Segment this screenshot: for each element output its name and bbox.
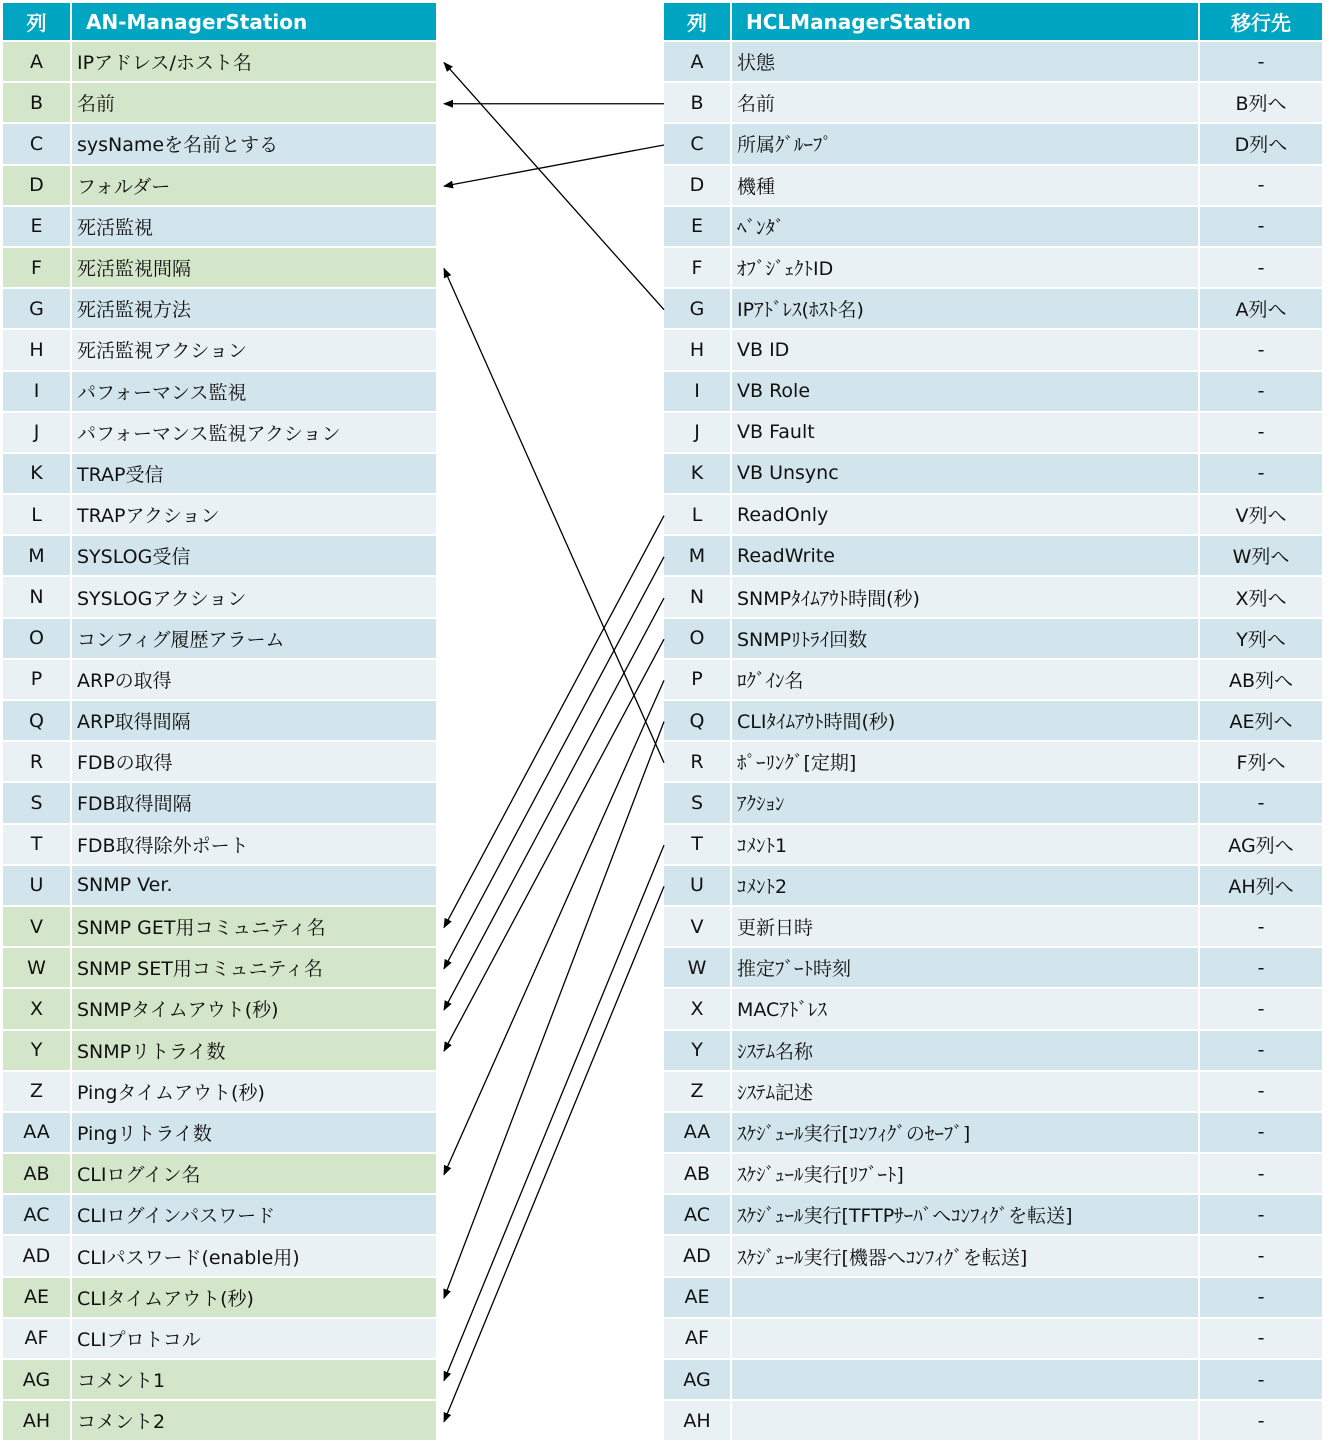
right-table-row: [664, 1319, 1324, 1360]
right-row-name: ｽｹｼﾞｭｰﾙ実行[ｺﾝﾌｨｸﾞのｾｰﾌﾞ]: [732, 1113, 1200, 1154]
right-table-row: [664, 1278, 1324, 1319]
right-table-row: [664, 701, 1324, 742]
left-row-name: sysNameを名前とする: [72, 124, 438, 165]
right-row-dest: -: [1200, 330, 1324, 371]
left-row-name: コメント1: [72, 1360, 438, 1401]
right-row-name: ReadWrite: [732, 536, 1200, 577]
left-row-name: パフォーマンス監視アクション: [72, 413, 438, 454]
right-table-row: [664, 248, 1324, 289]
right-row-col: O: [664, 619, 732, 660]
left-table-row: [3, 289, 438, 330]
left-row-col: D: [3, 166, 72, 207]
mapping-arrow-q-to-ae: [444, 722, 664, 1299]
right-row-name: ｽｹｼﾞｭｰﾙ実行[機器へｺﾝﾌｨｸﾞを転送]: [732, 1236, 1200, 1277]
right-table-row: [664, 948, 1324, 989]
left-table-row: [3, 1236, 438, 1277]
right-row-name: SNMPﾘﾄﾗｲ回数: [732, 619, 1200, 660]
right-row-col: AH: [664, 1401, 732, 1442]
right-row-name: ｽｹｼﾞｭｰﾙ実行[ﾘﾌﾞｰﾄ]: [732, 1154, 1200, 1195]
right-row-name: ﾎﾟｰﾘﾝｸﾞ[定期]: [732, 742, 1200, 783]
right-row-dest: -: [1200, 1195, 1324, 1236]
left-table-row: [3, 42, 438, 83]
right-table-row: [664, 166, 1324, 207]
right-row-dest: A列へ: [1200, 289, 1324, 330]
right-header-row: [664, 3, 1324, 42]
right-row-dest: -: [1200, 783, 1324, 824]
left-table-row: [3, 783, 438, 824]
left-row-col: X: [3, 989, 72, 1030]
right-table-row: [664, 1113, 1324, 1154]
right-row-name: [732, 1319, 1200, 1360]
left-table-row: [3, 825, 438, 866]
right-table-row: [664, 1031, 1324, 1072]
left-row-name: FDB取得除外ポート: [72, 825, 438, 866]
right-row-name: 名前: [732, 83, 1200, 124]
left-row-name: SYSLOG受信: [72, 536, 438, 577]
right-row-dest: -: [1200, 1154, 1324, 1195]
right-header-dest: 移行先: [1200, 3, 1324, 42]
right-row-name: CLIﾀｲﾑｱｳﾄ時間(秒): [732, 701, 1200, 742]
right-row-name: VB Fault: [732, 413, 1200, 454]
left-row-name: SNMP GET用コミュニティ名: [72, 907, 438, 948]
right-row-name: VB Unsync: [732, 454, 1200, 495]
left-row-name: ARP取得間隔: [72, 701, 438, 742]
left-table-row: [3, 536, 438, 577]
right-row-name: SNMPﾀｲﾑｱｳﾄ時間(秒): [732, 577, 1200, 618]
right-row-col: S: [664, 783, 732, 824]
right-table-row: [664, 124, 1324, 165]
right-row-dest: W列へ: [1200, 536, 1324, 577]
right-row-col: AB: [664, 1154, 732, 1195]
left-table-row: [3, 248, 438, 289]
right-table-row: [664, 907, 1324, 948]
left-row-name: SNMP Ver.: [72, 866, 438, 907]
right-table-row: [664, 577, 1324, 618]
right-row-dest: AB列へ: [1200, 660, 1324, 701]
right-row-dest: B列へ: [1200, 83, 1324, 124]
right-table-row: [664, 783, 1324, 824]
left-row-name: CLIパスワード(enable用): [72, 1236, 438, 1277]
left-row-name: 死活監視方法: [72, 289, 438, 330]
mapping-arrow-l-to-v: [444, 516, 664, 928]
right-table-row: [664, 1072, 1324, 1113]
mapping-arrow-n-to-x: [444, 598, 664, 1010]
left-header-name: AN-ManagerStation: [72, 3, 438, 42]
left-table-row: [3, 413, 438, 454]
left-table-row: [3, 83, 438, 124]
right-header-name: HCLManagerStation: [732, 3, 1200, 42]
right-row-col: T: [664, 825, 732, 866]
right-row-name: ｼｽﾃﾑ記述: [732, 1072, 1200, 1113]
left-row-name: CLIプロトコル: [72, 1319, 438, 1360]
right-row-dest: Y列へ: [1200, 619, 1324, 660]
left-table-row: [3, 577, 438, 618]
right-table-row: [664, 1195, 1324, 1236]
mapping-arrow-p-to-ab: [444, 680, 664, 1174]
right-row-dest: -: [1200, 1113, 1324, 1154]
left-row-col: L: [3, 495, 72, 536]
right-row-name: 状態: [732, 42, 1200, 83]
left-table-row: [3, 866, 438, 907]
left-row-col: AD: [3, 1236, 72, 1277]
left-table-row: [3, 372, 438, 413]
mapping-arrow-g-to-a: [444, 63, 664, 310]
left-row-name: フォルダー: [72, 166, 438, 207]
left-row-col: AE: [3, 1278, 72, 1319]
right-table-row: [664, 1236, 1324, 1277]
right-row-dest: -: [1200, 1401, 1324, 1442]
left-row-col: U: [3, 866, 72, 907]
right-row-name: [732, 1278, 1200, 1319]
right-row-dest: AE列へ: [1200, 701, 1324, 742]
right-row-col: H: [664, 330, 732, 371]
left-row-col: T: [3, 825, 72, 866]
right-table-row: [664, 619, 1324, 660]
right-row-name: IPｱﾄﾞﾚｽ(ﾎｽﾄ名): [732, 289, 1200, 330]
left-row-name: Pingタイムアウト(秒): [72, 1072, 438, 1113]
right-row-dest: -: [1200, 989, 1324, 1030]
right-row-dest: -: [1200, 1072, 1324, 1113]
right-row-dest: -: [1200, 1278, 1324, 1319]
left-row-col: O: [3, 619, 72, 660]
right-row-name: ｺﾒﾝﾄ1: [732, 825, 1200, 866]
right-row-dest: -: [1200, 248, 1324, 289]
left-row-col: AA: [3, 1113, 72, 1154]
left-header-col: 列: [3, 3, 72, 42]
right-row-dest: X列へ: [1200, 577, 1324, 618]
left-row-col: P: [3, 660, 72, 701]
right-table-row: [664, 289, 1324, 330]
left-row-name: FDB取得間隔: [72, 783, 438, 824]
right-table-body: [664, 42, 1324, 1442]
right-row-dest: V列へ: [1200, 495, 1324, 536]
right-row-dest: -: [1200, 1236, 1324, 1277]
left-table-row: [3, 1072, 438, 1113]
right-row-col: C: [664, 124, 732, 165]
right-row-dest: F列へ: [1200, 742, 1324, 783]
right-row-col: E: [664, 207, 732, 248]
left-row-col: W: [3, 948, 72, 989]
right-row-col: X: [664, 989, 732, 1030]
left-table-row: [3, 1360, 438, 1401]
right-table-row: [664, 742, 1324, 783]
left-row-name: 死活監視アクション: [72, 330, 438, 371]
left-row-name: 死活監視: [72, 207, 438, 248]
right-header-col: 列: [664, 3, 732, 42]
an-managerstation-table: [3, 3, 438, 1442]
right-row-dest: -: [1200, 1031, 1324, 1072]
right-row-dest: -: [1200, 166, 1324, 207]
right-table-row: [664, 330, 1324, 371]
left-row-name: SNMP SET用コミュニティ名: [72, 948, 438, 989]
left-table-row: [3, 701, 438, 742]
left-row-col: AC: [3, 1195, 72, 1236]
left-row-col: V: [3, 907, 72, 948]
left-row-col: N: [3, 577, 72, 618]
right-row-col: W: [664, 948, 732, 989]
right-row-name: 機種: [732, 166, 1200, 207]
left-row-name: IPアドレス/ホスト名: [72, 42, 438, 83]
right-table-row: [664, 372, 1324, 413]
right-row-col: A: [664, 42, 732, 83]
left-row-name: SNMPリトライ数: [72, 1031, 438, 1072]
left-table-row: [3, 742, 438, 783]
right-row-col: N: [664, 577, 732, 618]
left-row-col: M: [3, 536, 72, 577]
right-row-name: VB Role: [732, 372, 1200, 413]
right-row-col: P: [664, 660, 732, 701]
right-row-col: L: [664, 495, 732, 536]
right-row-name: [732, 1360, 1200, 1401]
right-row-dest: -: [1200, 1360, 1324, 1401]
right-row-name: MACｱﾄﾞﾚｽ: [732, 989, 1200, 1030]
right-row-col: G: [664, 289, 732, 330]
left-row-col: AG: [3, 1360, 72, 1401]
left-row-col: S: [3, 783, 72, 824]
left-table-row: [3, 124, 438, 165]
right-row-col: AA: [664, 1113, 732, 1154]
left-row-name: FDBの取得: [72, 742, 438, 783]
left-row-col: C: [3, 124, 72, 165]
left-row-col: R: [3, 742, 72, 783]
left-table-row: [3, 454, 438, 495]
right-row-dest: -: [1200, 907, 1324, 948]
left-row-col: AB: [3, 1154, 72, 1195]
left-table-row: [3, 1154, 438, 1195]
right-table-row: [664, 825, 1324, 866]
left-row-name: パフォーマンス監視: [72, 372, 438, 413]
right-row-col: Z: [664, 1072, 732, 1113]
left-table-row: [3, 1278, 438, 1319]
left-table-row: [3, 619, 438, 660]
right-row-col: AD: [664, 1236, 732, 1277]
right-row-name: 所属ｸﾞﾙｰﾌﾟ: [732, 124, 1200, 165]
left-row-col: A: [3, 42, 72, 83]
right-row-name: ReadOnly: [732, 495, 1200, 536]
right-row-dest: -: [1200, 454, 1324, 495]
right-table-row: [664, 866, 1324, 907]
left-row-col: K: [3, 454, 72, 495]
right-table-row: [664, 536, 1324, 577]
right-table-row: [664, 42, 1324, 83]
right-table-row: [664, 207, 1324, 248]
left-table-row: [3, 907, 438, 948]
right-row-col: I: [664, 372, 732, 413]
left-table-row: [3, 660, 438, 701]
mapping-arrow-u-to-ah: [444, 886, 664, 1421]
left-row-name: Pingリトライ数: [72, 1113, 438, 1154]
left-row-col: Y: [3, 1031, 72, 1072]
right-row-col: F: [664, 248, 732, 289]
right-row-name: VB ID: [732, 330, 1200, 371]
left-row-name: CLIログインパスワード: [72, 1195, 438, 1236]
right-row-col: K: [664, 454, 732, 495]
right-row-col: R: [664, 742, 732, 783]
hclmanagerstation-table: [664, 3, 1324, 1442]
left-header-row: [3, 3, 438, 42]
right-row-dest: AH列へ: [1200, 866, 1324, 907]
mapping-arrow-r-to-f: [444, 269, 664, 763]
left-table-row: [3, 166, 438, 207]
left-table-row: [3, 495, 438, 536]
right-row-col: Y: [664, 1031, 732, 1072]
right-row-col: U: [664, 866, 732, 907]
right-row-col: AG: [664, 1360, 732, 1401]
right-row-dest: D列へ: [1200, 124, 1324, 165]
right-row-dest: -: [1200, 42, 1324, 83]
left-row-name: TRAP受信: [72, 454, 438, 495]
right-table-row: [664, 989, 1324, 1030]
left-row-name: コンフィグ履歴アラーム: [72, 619, 438, 660]
right-row-col: D: [664, 166, 732, 207]
right-row-name: 更新日時: [732, 907, 1200, 948]
right-row-name: ｱｸｼｮﾝ: [732, 783, 1200, 824]
left-row-name: 死活監視間隔: [72, 248, 438, 289]
right-row-dest: -: [1200, 1319, 1324, 1360]
left-row-name: コメント2: [72, 1401, 438, 1442]
left-table-row: [3, 1195, 438, 1236]
left-row-col: B: [3, 83, 72, 124]
left-table-row: [3, 1319, 438, 1360]
right-row-name: ｼｽﾃﾑ名称: [732, 1031, 1200, 1072]
right-row-name: ﾛｸﾞｲﾝ名: [732, 660, 1200, 701]
left-table-row: [3, 207, 438, 248]
right-table-row: [664, 413, 1324, 454]
left-table-row: [3, 1113, 438, 1154]
left-row-col: Z: [3, 1072, 72, 1113]
mapping-arrow-o-to-y: [444, 639, 664, 1051]
right-row-name: ｵﾌﾞｼﾞｪｸﾄID: [732, 248, 1200, 289]
left-table-row: [3, 989, 438, 1030]
right-row-name: 推定ﾌﾞｰﾄ時刻: [732, 948, 1200, 989]
left-row-col: Q: [3, 701, 72, 742]
right-row-col: AE: [664, 1278, 732, 1319]
left-row-name: SNMPタイムアウト(秒): [72, 989, 438, 1030]
right-row-col: J: [664, 413, 732, 454]
left-row-name: SYSLOGアクション: [72, 577, 438, 618]
right-row-dest: -: [1200, 948, 1324, 989]
left-row-col: AH: [3, 1401, 72, 1442]
left-row-col: I: [3, 372, 72, 413]
left-row-name: ARPの取得: [72, 660, 438, 701]
mapping-arrow-c-to-d: [444, 145, 664, 186]
left-row-name: CLIログイン名: [72, 1154, 438, 1195]
right-row-col: B: [664, 83, 732, 124]
left-row-col: AF: [3, 1319, 72, 1360]
left-row-col: F: [3, 248, 72, 289]
left-row-col: H: [3, 330, 72, 371]
right-row-dest: AG列へ: [1200, 825, 1324, 866]
right-row-name: [732, 1401, 1200, 1442]
left-table-row: [3, 1031, 438, 1072]
left-table-body: [3, 42, 438, 1442]
left-row-col: G: [3, 289, 72, 330]
right-row-col: Q: [664, 701, 732, 742]
right-row-col: M: [664, 536, 732, 577]
right-table-row: [664, 495, 1324, 536]
right-table-row: [664, 1360, 1324, 1401]
mapping-arrow-t-to-ag: [444, 845, 664, 1380]
right-row-name: ｺﾒﾝﾄ2: [732, 866, 1200, 907]
left-row-name: TRAPアクション: [72, 495, 438, 536]
left-row-name: 名前: [72, 83, 438, 124]
right-table-row: [664, 660, 1324, 701]
left-table-row: [3, 948, 438, 989]
right-row-dest: -: [1200, 413, 1324, 454]
left-row-name: CLIタイムアウト(秒): [72, 1278, 438, 1319]
right-row-name: ﾍﾞﾝﾀﾞ: [732, 207, 1200, 248]
left-row-col: E: [3, 207, 72, 248]
left-row-col: J: [3, 413, 72, 454]
right-row-dest: -: [1200, 207, 1324, 248]
right-row-dest: -: [1200, 372, 1324, 413]
right-table-row: [664, 83, 1324, 124]
right-table-row: [664, 1154, 1324, 1195]
right-table-row: [664, 454, 1324, 495]
mapping-arrow-m-to-w: [444, 557, 664, 969]
right-row-col: V: [664, 907, 732, 948]
right-row-name: ｽｹｼﾞｭｰﾙ実行[TFTPｻｰﾊﾞへｺﾝﾌｨｸﾞを転送]: [732, 1195, 1200, 1236]
right-row-col: AF: [664, 1319, 732, 1360]
right-row-col: AC: [664, 1195, 732, 1236]
left-table-row: [3, 330, 438, 371]
left-table-row: [3, 1401, 438, 1442]
right-table-row: [664, 1401, 1324, 1442]
